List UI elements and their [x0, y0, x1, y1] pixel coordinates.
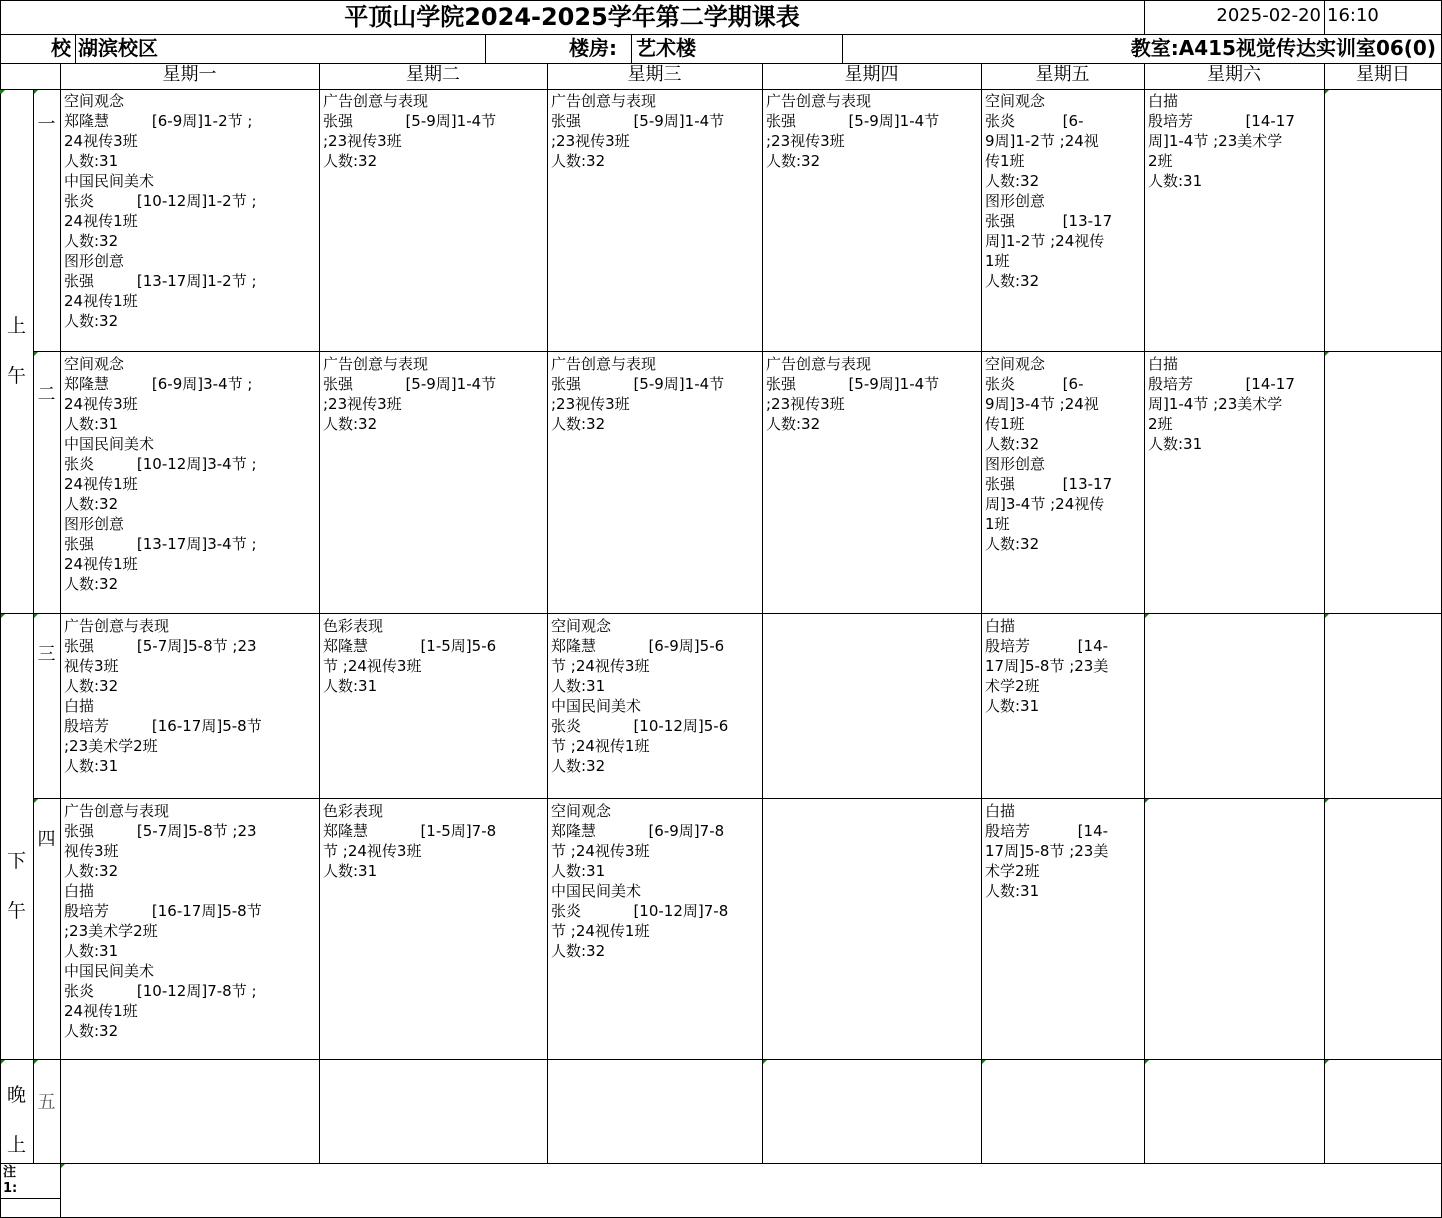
- cell-marker: [982, 1060, 986, 1064]
- schedule-cell: 白描 殷培芳 [14-17 周]1-4节 ;23美术学 2班 人数:31: [1148, 355, 1295, 453]
- schedule-cell: 空间观念 张炎 [6- 9周]3-4节 ;24视 传1班 人数:32 图形创意 张强 [13-17 周]3-4节 ;24视传 1班 人数:32: [985, 355, 1113, 553]
- schedule-cell: 广告创意与表现 张强 [5-9周]1-4节 ;23视传3班 人数:32: [766, 92, 940, 170]
- schedule-cell: [1144, 1060, 1324, 1163]
- schedule-cell: 广告创意与表现 张强 [5-9周]1-4节 ;23视传3班 人数:32: [323, 92, 497, 170]
- building-name: 艺术楼: [636, 36, 696, 60]
- cell-marker: [34, 799, 38, 803]
- schedule-cell: 色彩表现 郑隆慧 [1-5周]5-6 节 ;24视传3班 人数:31: [323, 617, 497, 695]
- schedule-cell: [1324, 799, 1442, 1059]
- room-name: A415视觉传达实训室06(0): [1178, 36, 1436, 60]
- day-header-sun: 星期日: [1356, 64, 1410, 85]
- cell-marker: [1145, 1060, 1149, 1064]
- schedule-cell: 空间观念 郑隆慧 [6-9周]3-4节 ; 24视传3班 人数:31 中国民间美术 张炎 [10-12周]3-4节 ; 24视传1班 人数:32 图形创意 张强 [13-17周]3-4节 ; 24视传1班 人数:32: [64, 355, 257, 593]
- cell-marker: [1325, 1060, 1329, 1064]
- schedule-cell: [60, 1060, 319, 1163]
- schedule-cell: [319, 1060, 547, 1163]
- schedule-cell: [981, 1060, 1144, 1163]
- cell-marker: [1145, 614, 1149, 618]
- schedule-cell: 白描 殷培芳 [14- 17周]5-8节 ;23美 术学2班 人数:31: [985, 802, 1109, 900]
- cell-marker: [1145, 799, 1149, 803]
- day-header-wed: 星期三: [627, 64, 682, 85]
- schedule-cell: [762, 799, 981, 1059]
- cell-marker: [1325, 90, 1329, 94]
- day-header-sat: 星期六: [1207, 64, 1261, 85]
- day-header-mon: 星期一: [162, 64, 217, 85]
- cell-marker: [1325, 614, 1329, 618]
- cell-marker: [763, 1060, 767, 1064]
- schedule-cell: [1324, 89, 1442, 351]
- page-title: 平顶山学院2024-2025学年第二学期课表: [344, 3, 800, 31]
- schedule-cell: 广告创意与表现 张强 [5-9周]1-4节 ;23视传3班 人数:32: [551, 92, 725, 170]
- period-5: 五: [37, 1092, 56, 1113]
- day-header-tue: 星期二: [406, 64, 460, 85]
- cell-marker: [1, 90, 5, 94]
- cell-marker: [1, 614, 5, 618]
- schedule-cell: 空间观念 郑隆慧 [6-9周]5-6 节 ;24视传3班 人数:31 中国民间美术 张炎 [10-12周]5-6 节 ;24视传1班 人数:32: [551, 617, 729, 775]
- schedule-cell: [1144, 799, 1324, 1059]
- schedule-cell: 广告创意与表现 张强 [5-7周]5-8节 ;23 视传3班 人数:32 白描 殷培芳 [16-17周]5-8节 ;23美术学2班 人数:31: [64, 617, 262, 775]
- period-1: 一: [37, 114, 56, 135]
- building-label: 楼房:: [569, 36, 617, 60]
- note-label: 注 1:: [3, 1165, 18, 1196]
- schedule-cell: [1324, 614, 1442, 798]
- schedule-cell: 空间观念 张炎 [6- 9周]1-2节 ;24视 传1班 人数:32 图形创意 张强 [13-17 周]1-2节 ;24视传 1班 人数:32: [985, 92, 1113, 290]
- slot-evening: 晚 上: [6, 1084, 26, 1156]
- room-label: 教室:: [1130, 36, 1179, 60]
- cell-marker: [1325, 352, 1329, 356]
- schedule-cell: 广告创意与表现 张强 [5-9周]1-4节 ;23视传3班 人数:32: [323, 355, 497, 433]
- cell-marker: [61, 1164, 65, 1168]
- schedule-cell: [1144, 614, 1324, 798]
- period-4: 四: [37, 829, 56, 850]
- schedule-cell: [762, 614, 981, 798]
- cell-marker: [34, 352, 38, 356]
- schedule-cell: 空间观念 郑隆慧 [6-9周]1-2节 ; 24视传3班 人数:31 中国民间美术 张炎 [10-12周]1-2节 ; 24视传1班 人数:32 图形创意 张强 [13-17周]1-2节 ; 24视传1班 人数:32: [64, 92, 257, 330]
- print-date: 2025-02-20: [1216, 5, 1321, 26]
- period-2: 二: [37, 384, 56, 405]
- schedule-cell: [762, 1060, 981, 1163]
- schedule-cell: 广告创意与表现 张强 [5-7周]5-8节 ;23 视传3班 人数:32 白描 殷培芳 [16-17周]5-8节 ;23美术学2班 人数:31 中国民间美术 张炎 [10-12周]7-8节 ; 24视传1班 人数:32: [64, 802, 262, 1040]
- schedule-cell: 广告创意与表现 张强 [5-9周]1-4节 ;23视传3班 人数:32: [551, 355, 725, 433]
- schedule-cell: [1324, 352, 1442, 613]
- campus-name: 湖滨校区: [78, 36, 158, 60]
- slot-afternoon: 下 午: [6, 850, 26, 922]
- cell-marker: [1, 1060, 5, 1064]
- period-3: 三: [37, 644, 56, 665]
- print-time: 16:10: [1327, 5, 1379, 26]
- schedule-cell: 广告创意与表现 张强 [5-9周]1-4节 ;23视传3班 人数:32: [766, 355, 940, 433]
- schedule-cell: 白描 殷培芳 [14- 17周]5-8节 ;23美 术学2班 人数:31: [985, 617, 1109, 715]
- cell-marker: [34, 90, 38, 94]
- room-info: [842, 34, 1442, 63]
- schedule-cell: [547, 1060, 762, 1163]
- schedule-cell: 色彩表现 郑隆慧 [1-5周]7-8 节 ;24视传3班 人数:31: [323, 802, 497, 880]
- slot-morning: 上 午: [6, 315, 26, 387]
- cell-marker: [34, 1060, 38, 1064]
- schedule-cell: [1324, 1060, 1442, 1163]
- schedule-cell: 白描 殷培芳 [14-17 周]1-4节 ;23美术学 2班 人数:31: [1148, 92, 1295, 190]
- cell-marker: [1325, 799, 1329, 803]
- day-header-thu: 星期四: [844, 64, 899, 85]
- day-header-fri: 星期五: [1035, 64, 1090, 85]
- cell-marker: [34, 614, 38, 618]
- schedule-cell: 空间观念 郑隆慧 [6-9周]7-8 节 ;24视传3班 人数:31 中国民间美术 张炎 [10-12周]7-8 节 ;24视传1班 人数:32: [551, 802, 729, 960]
- campus-label: 校: [51, 36, 71, 60]
